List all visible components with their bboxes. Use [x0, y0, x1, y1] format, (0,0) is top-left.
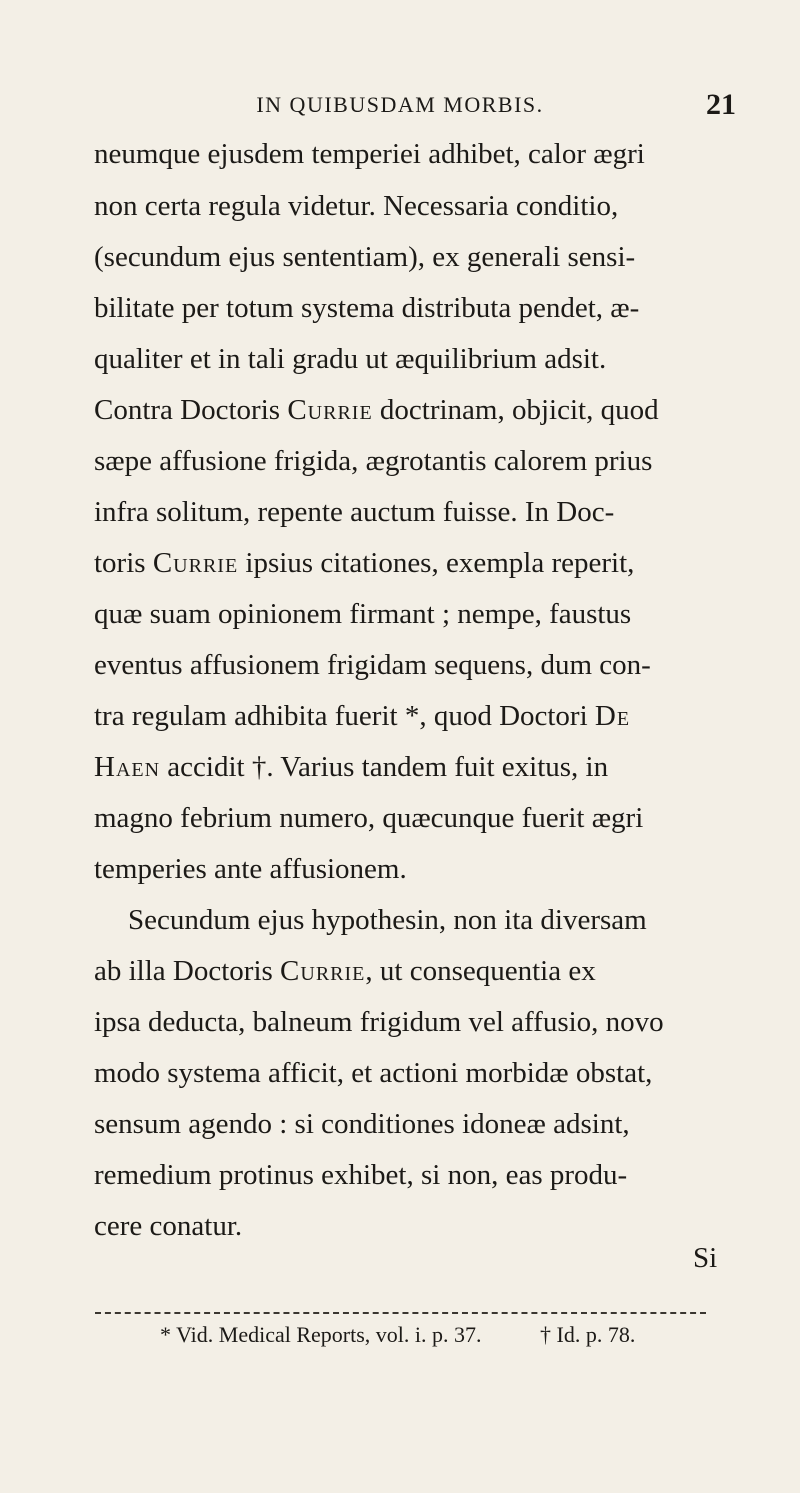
proper-name: Currie: [152, 547, 239, 579]
text-line: qualiter et in tali gradu ut æquilibrium adsit.: [94, 343, 607, 375]
text-line: tra regulam adhibita fuerit *, quod Doctori De: [94, 700, 631, 732]
text-line: ipsa deducta, balneum frigidum vel affusio, novo: [94, 1006, 664, 1038]
text-line: sensum agendo : si conditiones idoneæ adsint,: [94, 1108, 630, 1140]
text-line: temperies ante affusionem.: [94, 853, 407, 885]
text-line: neumque ejusdem temperiei adhibet, calor ægri: [94, 138, 645, 170]
text-line: cere conatur.: [94, 1210, 243, 1242]
proper-name: Currie: [280, 955, 366, 987]
text-line: non certa regula videtur. Necessaria conditio,: [94, 190, 619, 222]
text-line: Contra Doctoris Currie doctrinam, objicit, quod: [94, 394, 659, 426]
paragraph-start-line: Secundum ejus hypothesin, non ita diversam: [128, 904, 647, 936]
text-line: remedium protinus exhibet, si non, eas produ-: [94, 1159, 628, 1191]
footnote-2: † Id. p. 78.: [540, 1322, 636, 1347]
text-line: toris Currie ipsius citationes, exempla reperit,: [94, 547, 635, 579]
text-line: infra solitum, repente auctum fuisse. In Doc-: [94, 496, 615, 528]
proper-name: Haen: [94, 751, 161, 783]
text-line: sæpe affusione frigida, ægrotantis calorem prius: [94, 445, 653, 477]
text-line: eventus affusionem frigidam sequens, dum con-: [94, 649, 651, 681]
text-line: magno febrium numero, quæcunque fuerit ægri: [94, 802, 644, 834]
text-line: ab illa Doctoris Currie, ut consequentia ex: [94, 955, 596, 987]
proper-name: De: [594, 700, 631, 732]
text-line: (secundum ejus sententiam), ex generali sensi-: [94, 241, 636, 273]
text-line: quæ suam opinionem firmant ; nempe, faustus: [94, 598, 632, 630]
running-title: IN QUIBUSDAM MORBIS.: [256, 92, 544, 117]
text-line: modo systema afficit, et actioni morbidæ obstat,: [94, 1057, 653, 1089]
footnote-divider: [95, 1312, 706, 1314]
text-line: bilitate per totum systema distributa pendet, æ-: [94, 292, 640, 324]
page-number: 21: [706, 88, 736, 121]
catchword: Si: [693, 1242, 718, 1274]
footnote-1: * Vid. Medical Reports, vol. i. p. 37.: [160, 1322, 482, 1347]
text-line: Haen accidit †. Varius tandem fuit exitus, in: [94, 751, 609, 783]
proper-name: Currie: [287, 394, 373, 426]
